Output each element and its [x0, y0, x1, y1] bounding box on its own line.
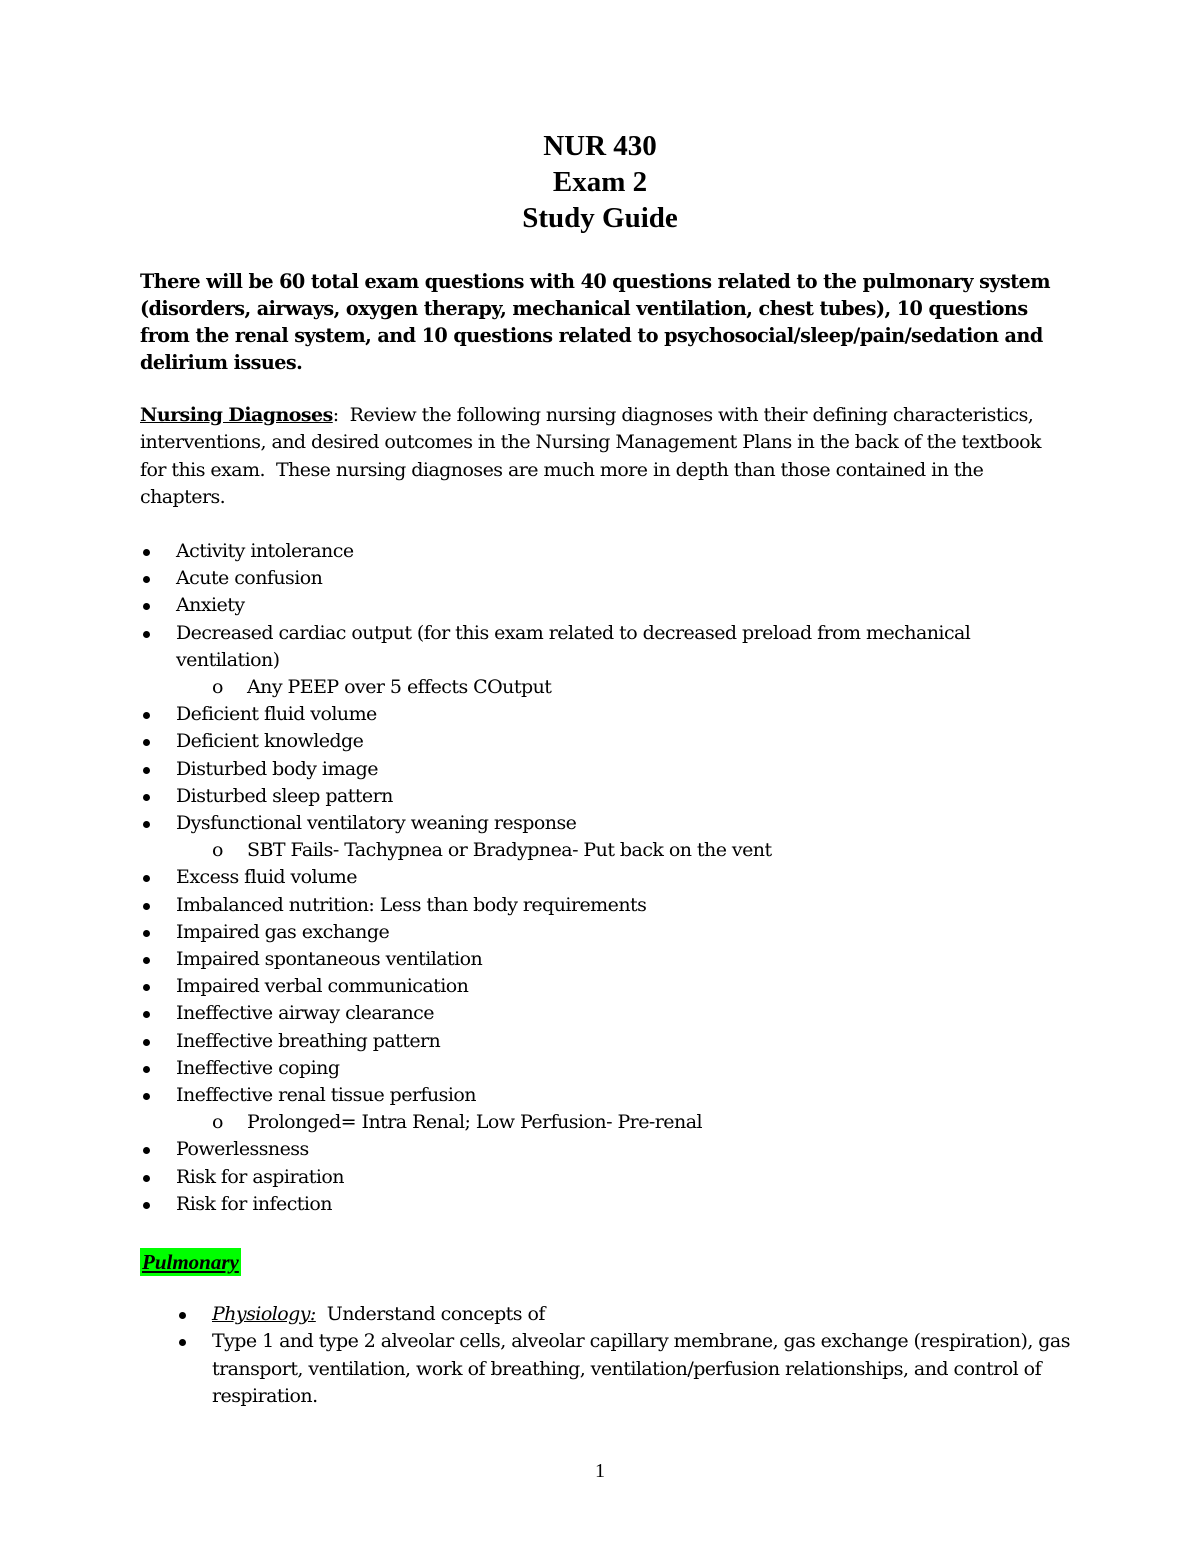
diagnosis-text: Ineffective airway clearance — [176, 1002, 434, 1025]
list-item — [140, 1082, 1070, 1109]
diagnosis-note: SBT Fails- Tachypnea or Bradypnea- Put back on the vent — [247, 839, 772, 862]
bullet-icon — [143, 875, 150, 882]
diagnosis-text: Imbalanced nutrition: Less than body requirements — [176, 893, 647, 916]
bullet-icon — [143, 1011, 150, 1018]
bullet-icon — [143, 930, 150, 937]
bullet-icon — [143, 712, 150, 719]
bullet-icon — [179, 1339, 186, 1346]
bullet-icon — [143, 767, 150, 774]
diagnosis-text: Deficient fluid volume — [176, 703, 377, 726]
bullet-icon — [143, 549, 150, 556]
title-exam: Exam 2 — [552, 166, 648, 198]
bullet-icon — [143, 821, 150, 828]
diagnosis-text: Impaired verbal communication — [176, 975, 469, 998]
physiology-concepts-text: Type 1 and type 2 alveolar cells, alveolar capillary membrane, gas exchange (respiration), gas transport, ventilation, work of breathing, ventilation/perfusion relationships, and control of respiration. — [212, 1330, 1070, 1407]
list-item — [140, 592, 1070, 619]
diagnosis-text: Disturbed sleep pattern — [176, 784, 393, 807]
diagnosis-text: Excess fluid volume — [176, 866, 357, 889]
diagnosis-note: Any PEEP over 5 effects COutput — [247, 676, 552, 699]
physiology-text: Understand concepts of — [315, 1303, 545, 1325]
list-item — [140, 565, 1070, 592]
list-item — [176, 1328, 1076, 1410]
bullet-icon — [143, 984, 150, 991]
sub-bullet-marker: o — [212, 839, 223, 862]
list-item — [140, 620, 1070, 674]
document-title — [0, 128, 1200, 236]
list-item — [140, 810, 1070, 837]
list-item — [140, 1191, 1070, 1218]
nursing-diagnoses-colon: : — [332, 404, 339, 426]
sub-list-item — [140, 1109, 1070, 1136]
diagnosis-text: Activity intolerance — [176, 540, 354, 562]
list-item — [140, 892, 1070, 919]
list-item — [140, 1055, 1070, 1082]
diagnosis-note: Prolonged= Intra Renal; Low Perfusion- Pre-renal — [247, 1111, 702, 1134]
diagnosis-text: Ineffective breathing pattern — [176, 1029, 441, 1052]
bullet-icon — [143, 1093, 150, 1100]
bullet-icon — [143, 1175, 150, 1182]
list-item — [140, 728, 1070, 755]
title-course: NUR 430 — [543, 130, 657, 162]
diagnosis-text: Decreased cardiac output (for this exam related to decreased preload from mechanical ventilation) — [176, 621, 971, 671]
bullet-icon — [143, 631, 150, 638]
diagnosis-text: Acute confusion — [176, 567, 323, 590]
sub-list-item — [140, 674, 1070, 701]
nursing-diagnoses-paragraph — [140, 402, 1070, 511]
diagnosis-text: Anxiety — [176, 594, 245, 617]
bullet-icon — [179, 1312, 186, 1319]
diagnosis-text: Deficient knowledge — [176, 730, 364, 753]
list-item — [140, 864, 1070, 891]
sub-list-item — [140, 837, 1070, 864]
page-number: 1 — [595, 1460, 605, 1482]
bullet-icon — [143, 576, 150, 583]
list-item — [140, 783, 1070, 810]
bullet-icon — [143, 957, 150, 964]
bullet-icon — [143, 1202, 150, 1209]
list-item — [140, 946, 1070, 973]
list-item — [140, 919, 1070, 946]
bullet-icon — [143, 1039, 150, 1046]
exam-overview-paragraph: There will be 60 total exam questions with 40 questions related to the pulmonary system (disorders, airways, oxygen therapy, mechanical ventilation, chest tubes), 10 questions from the renal system, and 10 questions related to psychosocial/sleep/pain/sedation and delirium issues. — [140, 270, 1050, 374]
bullet-icon — [143, 794, 150, 801]
list-item — [140, 1136, 1070, 1163]
physiology-label: Physiology: — [212, 1303, 316, 1325]
diagnosis-text: Powerlessness — [176, 1138, 309, 1161]
list-item — [140, 756, 1070, 783]
nursing-diagnoses-list — [140, 538, 1070, 1218]
nursing-diagnoses-label: Nursing Diagnoses — [140, 404, 333, 426]
nursing-diagnoses-text: Review the following nursing diagnoses with their defining characteristics, interventions, and desired outcomes in the Nursing Management Plans in the back of the textbook for this exam. These nursing diagnoses are much more in depth than those contained in the chapters. — [140, 404, 1047, 508]
list-item — [176, 1301, 1076, 1328]
list-item — [140, 701, 1070, 728]
title-study-guide: Study Guide — [522, 202, 678, 234]
bullet-icon — [143, 1066, 150, 1073]
diagnosis-text: Impaired spontaneous ventilation — [176, 948, 483, 971]
list-item — [140, 1028, 1070, 1055]
list-item — [140, 973, 1070, 1000]
diagnosis-text: Dysfunctional ventilatory weaning response — [176, 812, 577, 835]
list-item — [140, 1000, 1070, 1027]
bullet-icon — [143, 739, 150, 746]
diagnosis-text: Disturbed body image — [176, 757, 378, 780]
diagnosis-text: Ineffective renal tissue perfusion — [176, 1084, 476, 1107]
pulmonary-heading: Pulmonary — [142, 1250, 239, 1274]
bullet-icon — [143, 1147, 150, 1154]
diagnosis-text: Impaired gas exchange — [176, 920, 390, 943]
sub-bullet-marker: o — [212, 676, 223, 699]
list-item — [140, 538, 1070, 565]
bullet-icon — [143, 603, 150, 610]
diagnosis-text: Risk for aspiration — [176, 1165, 344, 1188]
sub-bullet-marker: o — [212, 1111, 223, 1134]
diagnosis-text: Ineffective coping — [176, 1056, 340, 1079]
bullet-icon — [143, 903, 150, 910]
pulmonary-list — [176, 1301, 1076, 1410]
diagnosis-text: Risk for infection — [176, 1192, 332, 1215]
list-item — [140, 1164, 1070, 1191]
